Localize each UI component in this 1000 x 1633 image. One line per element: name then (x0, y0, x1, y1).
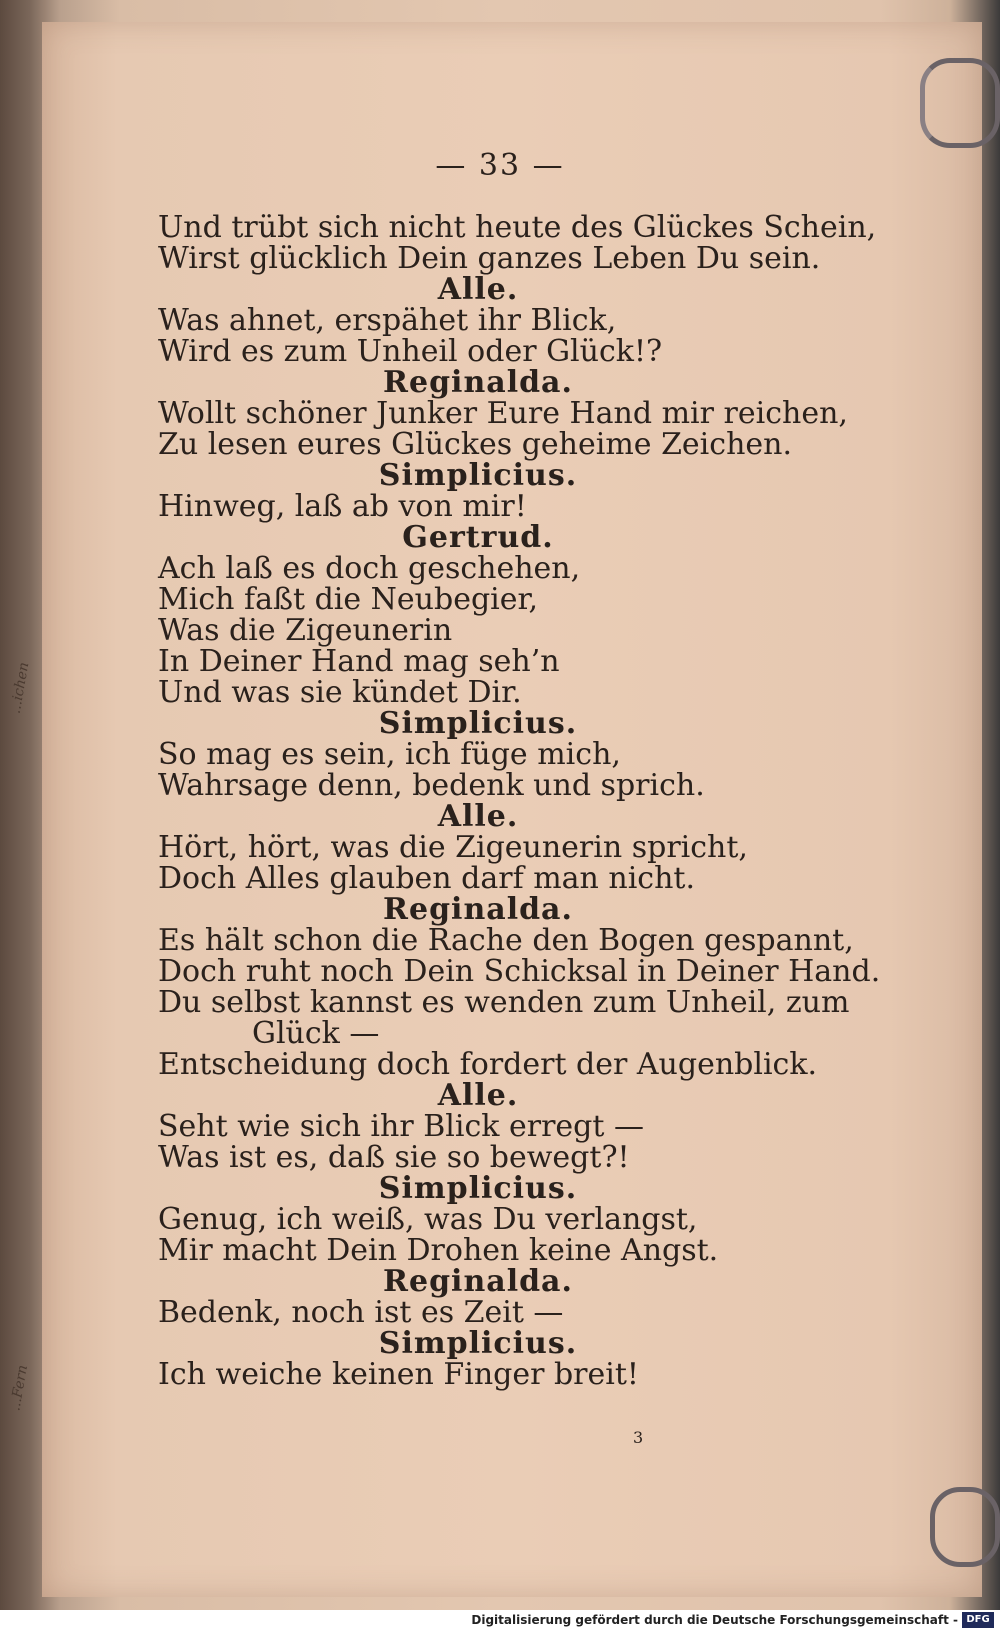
speaker-name: Simplicius. (378, 1171, 578, 1206)
verse-line: Was ist es, daß sie so bewegt?! (158, 1140, 630, 1175)
speaker-name: Alle. (437, 272, 519, 307)
verse-line: Glück — (252, 1016, 380, 1051)
verse-line: Du selbst kannst es wenden zum Unheil, zum (158, 985, 850, 1020)
verse-line: Zu lesen eures Glückes geheime Zeichen. (158, 427, 792, 462)
verse-line: In Deiner Hand mag seh’n (158, 644, 560, 679)
verse-line: Wird es zum Unheil oder Glück!? (158, 334, 663, 369)
speaker-name: Simplicius. (378, 1326, 578, 1361)
paper-clip-top (920, 58, 1000, 148)
verse-line: Was ahnet, erspähet ihr Blick, (158, 303, 617, 338)
verse-line: Hinweg, laß ab von mir! (158, 489, 527, 524)
verse-line: Und trübt sich nicht heute des Glückes Schein, (158, 210, 877, 245)
footer-bar (0, 1610, 1000, 1633)
margin-note: ...ichen (7, 661, 33, 715)
speaker-name: Simplicius. (378, 458, 578, 493)
signature-mark: 3 (633, 1428, 644, 1447)
footer-credit: Digitalisierung gefördert durch die Deutsche Forschungsgemeinschaft - (471, 1613, 958, 1627)
margin-note: ...Fern (7, 1363, 32, 1413)
paper-clip-bottom (930, 1487, 1000, 1567)
verse-line: Und was sie kündet Dir. (158, 675, 522, 710)
speaker-name: Alle. (437, 1078, 519, 1113)
page-number: — 33 — (435, 148, 565, 183)
dfg-logo: DFG (962, 1612, 994, 1628)
verse-line: So mag es sein, ich füge mich, (158, 737, 621, 772)
speaker-name: Simplicius. (378, 706, 578, 741)
speaker-name: Reginalda. (383, 1264, 573, 1299)
verse-line: Mir macht Dein Drohen keine Angst. (158, 1233, 719, 1268)
verse-line: Wirst glücklich Dein ganzes Leben Du sein. (158, 241, 821, 276)
speaker-name: Alle. (437, 799, 519, 834)
verse-line: Hört, hört, was die Zigeunerin spricht, (158, 830, 748, 865)
verse-line: Seht wie sich ihr Blick erregt — (158, 1109, 644, 1144)
verse-line: Wollt schöner Junker Eure Hand mir reichen, (158, 396, 848, 431)
verse-line: Doch ruht noch Dein Schicksal in Deiner Hand. (158, 954, 881, 989)
speaker-name: Reginalda. (383, 892, 573, 927)
verse-line: Entscheidung doch fordert der Augenblick. (158, 1047, 818, 1082)
verse-line: Ach laß es doch geschehen, (158, 551, 581, 586)
verse-line: Wahrsage denn, bedenk und sprich. (158, 768, 705, 803)
verse-line: Genug, ich weiß, was Du verlangst, (158, 1202, 698, 1237)
verse-line: Es hält schon die Rache den Bogen gespannt, (158, 923, 854, 958)
speaker-name: Gertrud. (402, 520, 554, 555)
verse-line: Mich faßt die Neubegier, (158, 582, 539, 617)
verse-line: Doch Alles glauben darf man nicht. (158, 861, 696, 896)
verse-line: Ich weiche keinen Finger breit! (158, 1357, 639, 1392)
verse-line: Was die Zigeunerin (158, 613, 453, 648)
play-text (158, 210, 881, 1392)
verse-line: Bedenk, noch ist es Zeit — (158, 1295, 564, 1330)
speaker-name: Reginalda. (383, 365, 573, 400)
